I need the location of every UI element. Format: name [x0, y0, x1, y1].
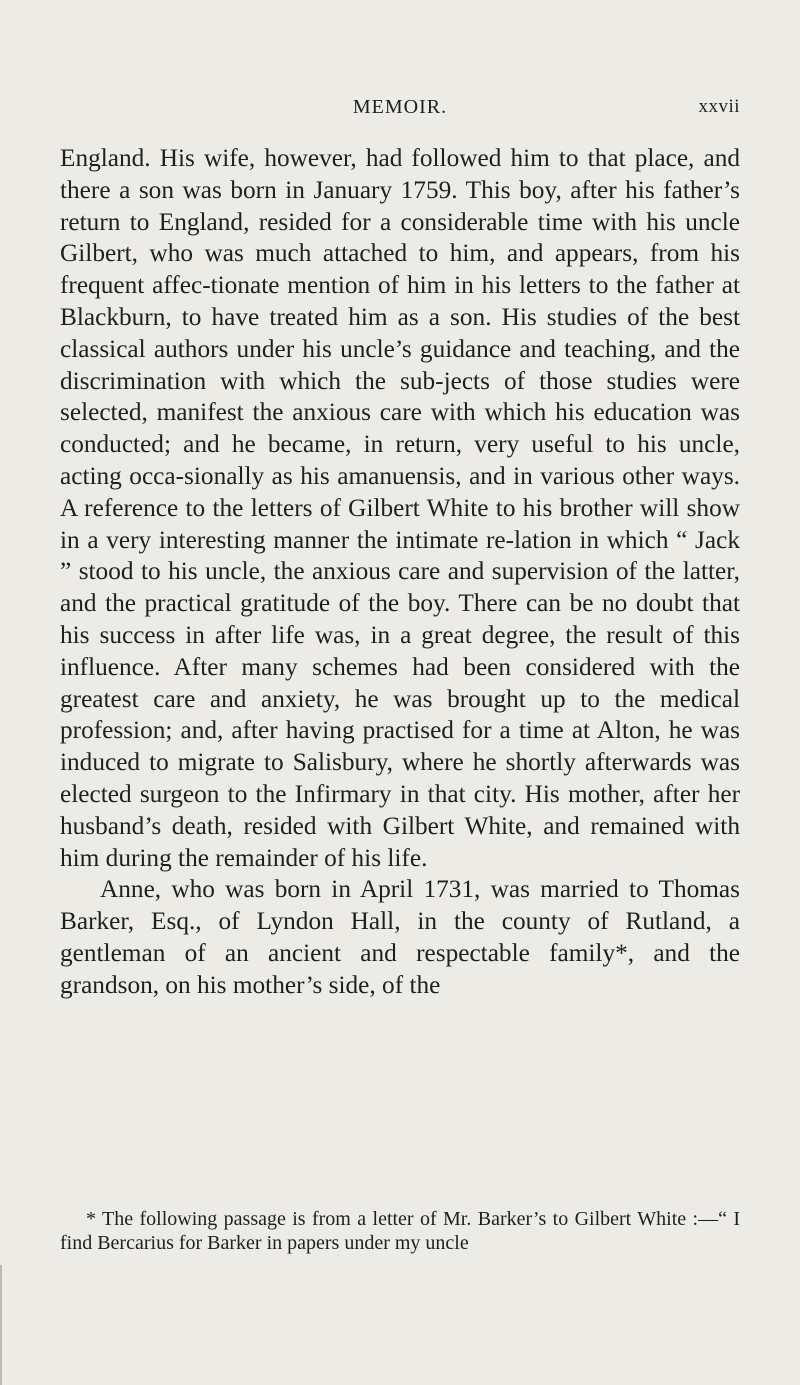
running-head — [60, 96, 740, 126]
scan-edge-line — [0, 1265, 2, 1385]
page-number: xxvii — [698, 96, 740, 117]
footnote — [60, 1207, 740, 1255]
paragraph-2: Anne, who was born in April 1731, was married to Thomas Barker, Esq., of Lyndon Hall, in the county of Rutland, a gentleman of an ancient and respectable family*, and the grandson, on his mother’s side, of the — [60, 875, 740, 999]
footnote-text: * The following passage is from a letter of Mr. Barker’s to Gilbert White :—“ I find Bercarius for Barker in papers under my uncle — [60, 1208, 740, 1254]
paragraph-1: England. His wife, however, had followed him to that place, and there a son was born in January 1759. This boy, after his father’s return to England, resided for a considerable time with his uncle Gilbert, who was much attached to him, and appears, from his frequent affec-tionate mention of him in his letters to the father at Blackburn, to have treated him as a son. His studies of the best classical authors under his uncle’s guidance and teaching, and the discrimination with which the sub-jects of those studies were selected, manifest the anxious care with which his education was conducted; and he became, in return, very useful to his uncle, acting occa-sionally as his amanuensis, and in various other ways. A reference to the letters of Gilbert White to his brother will show in a very interesting manner the intimate re-lation in which “ Jack ” stood to his uncle, the anxious care and supervision of the latter, and the practical gratitude of the boy. There can be no doubt that his success in after life was, in a great degree, the result of this influence. After many schemes had been considered with the greatest care and anxiety, he was brought up to the medical profession; and, after having practised for a time at Alton, he was induced to migrate to Salisbury, where he shortly afterwards was elected surgeon to the Infirmary in that city. His mother, after her husband’s death, resided with Gilbert White, and remained with him during the remainder of his life. — [60, 144, 740, 872]
running-head-title: MEMOIR. — [352, 96, 448, 118]
body-text — [60, 143, 740, 1002]
